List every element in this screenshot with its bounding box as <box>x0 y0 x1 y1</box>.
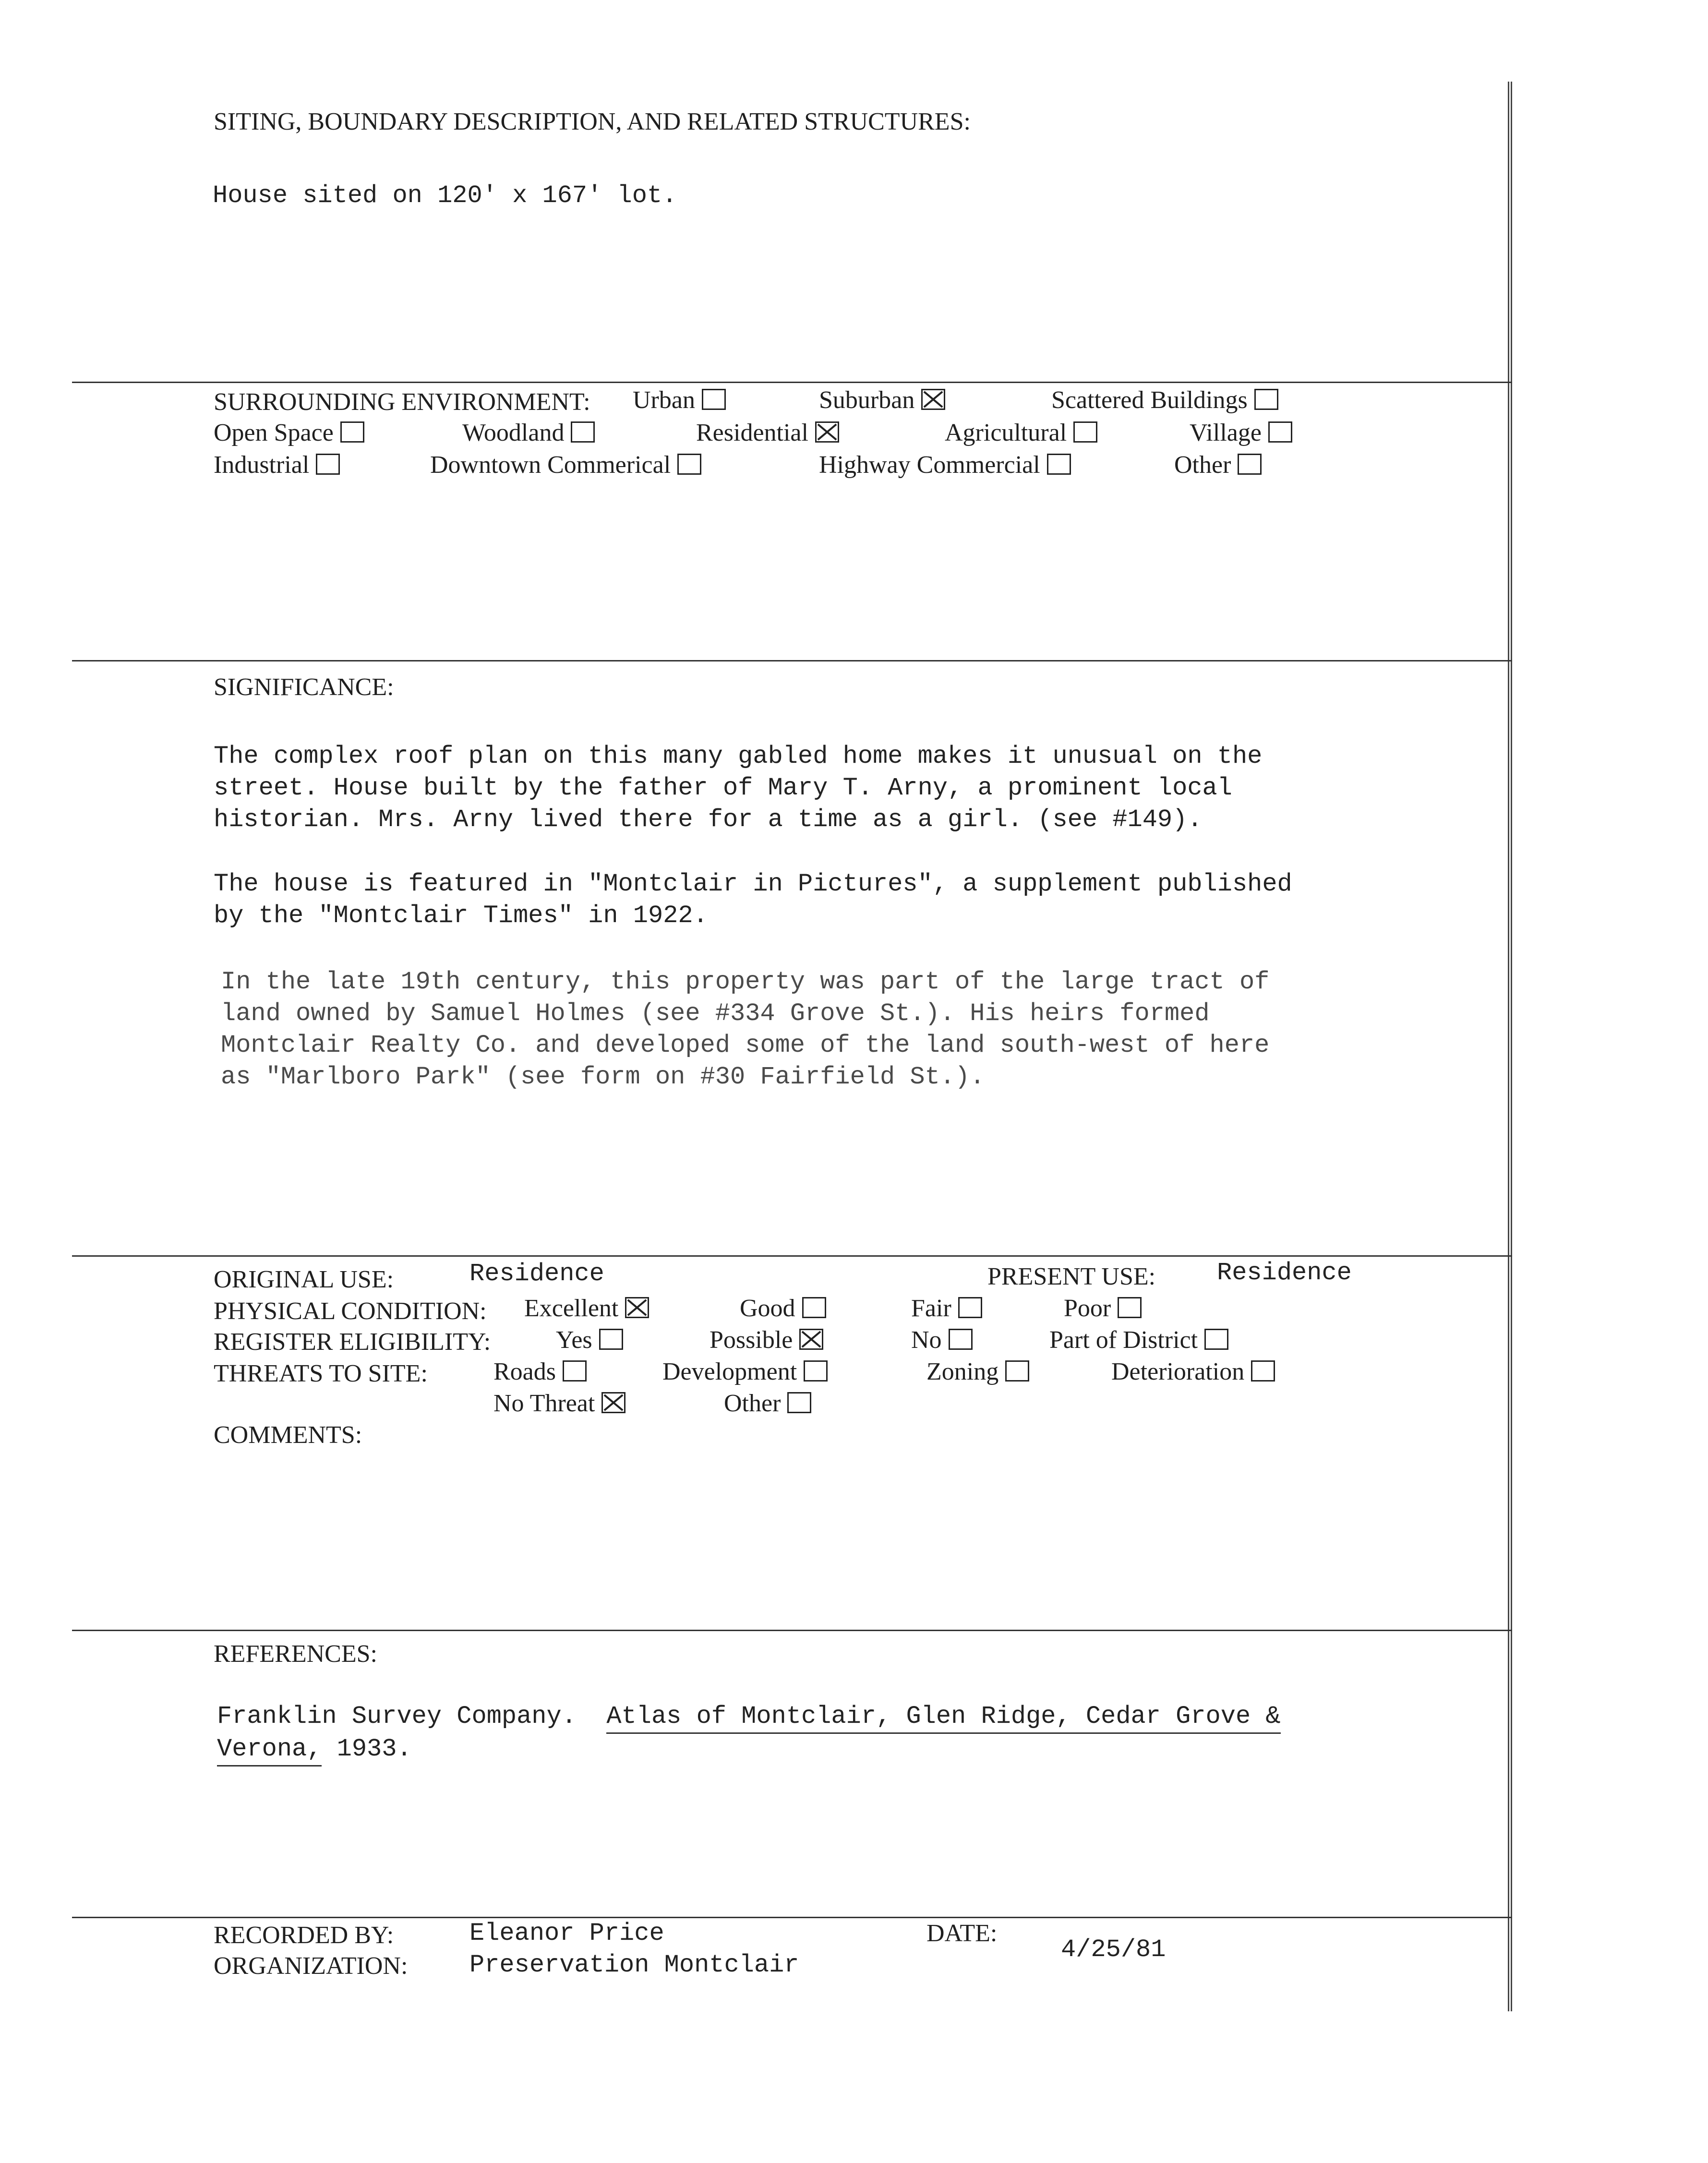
reference-title-continued: Verona, <box>217 1735 322 1766</box>
checkbox-excellent[interactable] <box>625 1297 649 1318</box>
present-use-label: PRESENT USE: <box>987 1263 1156 1290</box>
checkbox-no-threat[interactable] <box>601 1392 625 1413</box>
checkbox-good[interactable] <box>802 1297 826 1318</box>
checkbox-threat-other[interactable] <box>787 1392 811 1413</box>
section-divider <box>72 1630 1512 1631</box>
eligibility-option-yes[interactable] <box>556 1328 623 1353</box>
env-option-urban[interactable] <box>633 388 726 413</box>
eligibility-option-no[interactable] <box>911 1328 973 1353</box>
condition-option-label: Fair <box>911 1295 951 1322</box>
threat-option-development[interactable] <box>662 1359 828 1384</box>
significance-label: SIGNIFICANCE: <box>214 673 394 701</box>
text-line: The house is featured in "Montclair in Pictures", a supplement published <box>214 870 1292 898</box>
env-option-woodland[interactable] <box>462 421 595 445</box>
checkbox-deterioration[interactable] <box>1251 1360 1275 1382</box>
text-line: by the "Montclair Times" in 1922. <box>214 901 708 930</box>
significance-paragraph-3 <box>221 970 1469 1096</box>
threat-option-roads[interactable] <box>493 1359 587 1384</box>
checkbox-fair[interactable] <box>958 1297 982 1318</box>
eligibility-option-label: Yes <box>556 1326 592 1354</box>
checkbox-roads[interactable] <box>563 1360 587 1382</box>
text-line: street. House built by the father of Mary T. Arny, a prominent local <box>214 774 1232 802</box>
text-line: In the late 19th century, this property was part of the large tract of <box>221 968 1270 996</box>
text-line: The complex roof plan on this many gabled home makes it unusual on the <box>214 742 1263 770</box>
env-option-label: Village <box>1190 419 1262 446</box>
siting-text: House sited on 120' x 167' lot. <box>213 181 677 210</box>
env-option-label: Other <box>1174 451 1231 479</box>
right-border-line-inner <box>1508 82 1509 2011</box>
eligibility-option-label: Part of District <box>1049 1326 1198 1354</box>
condition-option-good[interactable] <box>740 1296 826 1321</box>
threat-option-label: Zoning <box>926 1358 999 1385</box>
present-use-value: Residence <box>1217 1259 1352 1287</box>
checkbox-highway-commercial[interactable] <box>1047 454 1071 475</box>
env-option-label: Downtown Commerical <box>430 451 671 479</box>
checkbox-industrial[interactable] <box>316 454 340 475</box>
reference-line-2 <box>217 1737 412 1762</box>
checkbox-suburban[interactable] <box>921 389 945 410</box>
references-label: REFERENCES: <box>214 1640 377 1668</box>
condition-option-label: Good <box>740 1295 795 1322</box>
checkbox-other[interactable] <box>1238 454 1262 475</box>
threat-option-label: No Threat <box>493 1390 595 1417</box>
eligibility-option-possible[interactable] <box>710 1328 823 1353</box>
condition-option-label: Poor <box>1064 1295 1111 1322</box>
significance-paragraph-1 <box>214 744 1462 839</box>
organization-value: Preservation Montclair <box>469 1951 799 1979</box>
recorded-by-value: Eleanor Price <box>469 1919 664 1947</box>
text-line: as "Marlboro Park" (see form on #30 Fairfield St.). <box>221 1063 985 1091</box>
threat-option-no-threat[interactable] <box>493 1391 625 1416</box>
env-option-highway-commercial[interactable] <box>819 453 1071 478</box>
condition-option-excellent[interactable] <box>524 1296 649 1321</box>
checkbox-part-of-district[interactable] <box>1204 1329 1228 1350</box>
threat-option-label: Other <box>724 1390 781 1417</box>
checkbox-residential[interactable] <box>815 421 839 443</box>
date-value: 4/25/81 <box>1061 1935 1166 1964</box>
threat-option-other[interactable] <box>724 1391 811 1416</box>
date-label: DATE: <box>926 1920 998 1947</box>
condition-option-poor[interactable] <box>1064 1296 1142 1321</box>
env-option-label: Highway Commercial <box>819 451 1040 479</box>
env-option-label: Agricultural <box>945 419 1067 446</box>
text-line: Montclair Realty Co. and developed some of the land south-west of here <box>221 1031 1270 1059</box>
eligibility-option-label: No <box>911 1326 942 1354</box>
env-option-village[interactable] <box>1190 421 1292 445</box>
checkbox-village[interactable] <box>1268 421 1292 443</box>
env-option-label: Woodland <box>462 419 565 446</box>
env-option-suburban[interactable] <box>819 388 945 413</box>
env-option-label: Scattered Buildings <box>1051 386 1248 414</box>
reference-author: Franklin Survey Company. <box>217 1702 577 1730</box>
eligibility-option-part-of-district[interactable] <box>1049 1328 1228 1353</box>
section-divider <box>72 1917 1512 1918</box>
text-line: land owned by Samuel Holmes (see #334 Grove St.). His heirs formed <box>221 999 1210 1028</box>
threats-label: THREATS TO SITE: <box>214 1360 428 1387</box>
section-divider <box>72 382 1512 383</box>
env-option-scattered-buildings[interactable] <box>1051 388 1278 413</box>
checkbox-poor[interactable] <box>1118 1297 1142 1318</box>
threat-option-label: Deterioration <box>1111 1358 1245 1385</box>
env-option-label: Industrial <box>214 451 310 479</box>
organization-label: ORGANIZATION: <box>214 1952 408 1980</box>
original-use-label: ORIGINAL USE: <box>214 1266 394 1293</box>
env-option-label: Open Space <box>214 419 334 446</box>
checkbox-no[interactable] <box>949 1329 973 1350</box>
checkbox-development[interactable] <box>804 1360 828 1382</box>
eligibility-label: REGISTER ELIGIBILITY: <box>214 1328 491 1356</box>
checkbox-downtown-commercial[interactable] <box>677 454 701 475</box>
threat-option-label: Development <box>662 1358 797 1385</box>
comments-label: COMMENTS: <box>214 1421 362 1449</box>
checkbox-possible[interactable] <box>799 1329 823 1350</box>
significance-paragraph-2 <box>214 872 1462 935</box>
checkbox-urban[interactable] <box>702 389 726 410</box>
env-option-label: Residential <box>696 419 808 446</box>
condition-option-label: Excellent <box>524 1295 619 1322</box>
env-option-label: Suburban <box>819 386 915 414</box>
reference-line-1 <box>217 1704 1281 1729</box>
text-line: historian. Mrs. Arny lived there for a time as a girl. (see #149). <box>214 805 1203 834</box>
eligibility-option-label: Possible <box>710 1326 793 1354</box>
recorded-by-label: RECORDED BY: <box>214 1922 394 1949</box>
section-divider <box>72 1255 1512 1257</box>
env-option-open-space[interactable] <box>214 421 364 445</box>
checkbox-scattered-buildings[interactable] <box>1254 389 1278 410</box>
env-option-residential[interactable] <box>696 421 839 445</box>
threat-option-label: Roads <box>493 1358 556 1385</box>
checkbox-woodland[interactable] <box>571 421 595 443</box>
env-option-downtown-commercial[interactable] <box>430 453 701 478</box>
checkbox-agricultural[interactable] <box>1073 421 1097 443</box>
threat-option-zoning[interactable] <box>926 1359 1029 1384</box>
env-option-agricultural[interactable] <box>945 421 1097 445</box>
reference-title: Atlas of Montclair, Glen Ridge, Cedar Grove & <box>606 1702 1280 1734</box>
condition-label: PHYSICAL CONDITION: <box>214 1298 487 1325</box>
reference-year: 1933. <box>322 1735 412 1763</box>
checkbox-yes[interactable] <box>599 1329 623 1350</box>
environment-label: SURROUNDING ENVIRONMENT: <box>214 388 590 416</box>
right-border-line <box>1511 82 1512 2011</box>
condition-option-fair[interactable] <box>911 1296 982 1321</box>
checkbox-open-space[interactable] <box>340 421 364 443</box>
checkbox-zoning[interactable] <box>1005 1360 1029 1382</box>
section-divider <box>72 660 1512 661</box>
siting-label: SITING, BOUNDARY DESCRIPTION, AND RELATED STRUCTURES: <box>214 108 971 135</box>
env-option-other[interactable] <box>1174 453 1262 478</box>
env-option-industrial[interactable] <box>214 453 340 478</box>
original-use-value: Residence <box>469 1260 604 1288</box>
threat-option-deterioration[interactable] <box>1111 1359 1275 1384</box>
env-option-label: Urban <box>633 386 695 414</box>
